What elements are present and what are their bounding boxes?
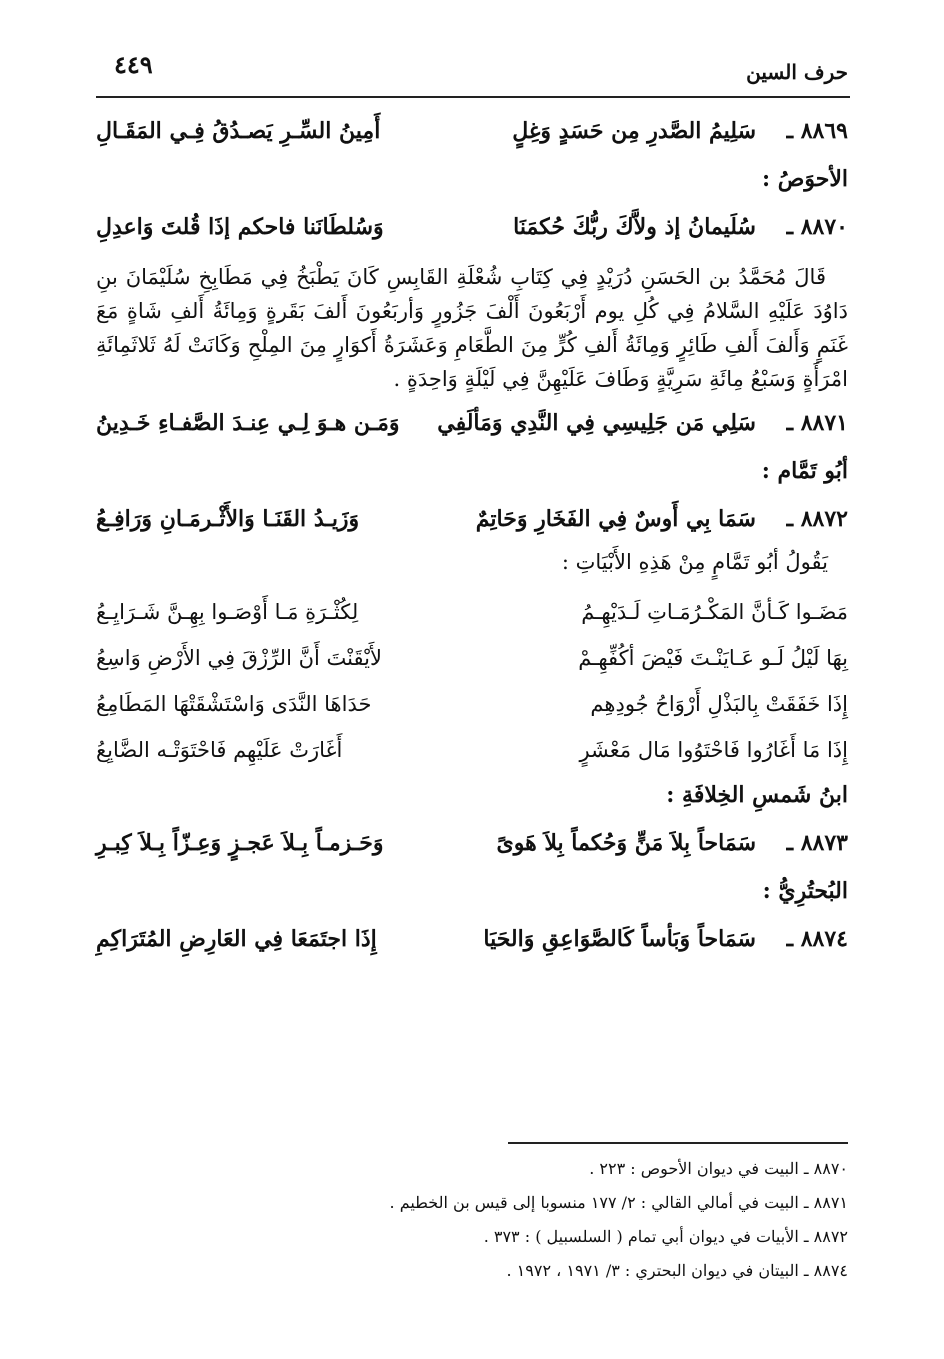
verse-number: ٨٨٧٤ ـ: [786, 926, 848, 952]
verse-number: ٨٨٧٠ ـ: [786, 214, 848, 240]
poet-name: البُحتُرِيُّ :: [762, 878, 848, 904]
page-number: ٤٤٩: [114, 50, 153, 79]
first-hemistich: سَمَاحاً وَبَأساً كَالصَّوَاعِقِ وَالحَيَا: [483, 926, 756, 952]
first-hemistich: سَمَا بِي أَوسٌ فِي الفَخَارِ وَحَاتِمٌ: [475, 506, 756, 532]
first-hemistich: سَلِيمُ الصَّدرِ مِن حَسَدٍ وَغِلٍ: [512, 118, 756, 144]
second-hemistich: حَدَاهَا النَّدَى وَاسْتَشْقَتْهَا المَطَامِعُ: [96, 692, 372, 716]
verse-8874: [96, 916, 848, 966]
second-hemistich: وَحَـزمـاً بِـلاَ عَجـزٍ وَعِـزّاً بِـلاَ كِبـرِ: [96, 830, 384, 856]
footnote: ٨٨٧١ ـ البيت في أمالي القالي : ٢/ ١٧٧ منسوبا إلى قيس بن الخطيم .: [389, 1193, 848, 1212]
header-rule: [96, 96, 850, 98]
verse-8872: [96, 496, 848, 546]
verse-8873: [96, 820, 848, 870]
first-hemistich: سَمَاحاً بِلاَ مَنٍّ وَحُكماً بِلاَ هَوىً: [496, 830, 756, 856]
second-hemistich: أَمِينُ السِّـرِ يَصـدُقُ فِـي المَقَـالِ: [96, 118, 381, 144]
second-hemistich: لِكُثْـرَةِ مَـا أَوْصَـوا بِهِـنَّ شَـرَايِـعُ: [96, 600, 359, 624]
poet-heading: [96, 450, 848, 496]
verse-number: ٨٨٧٢ ـ: [786, 506, 848, 532]
second-hemistich: لأَيْقَنْتَ أَنَّ الرِّزْقَ فِي الأَرْضِ وَاسِعُ: [96, 646, 382, 670]
first-hemistich: سَلِي مَن جَلِيسِي فِي النَّدِي وَمَألَفِي: [437, 410, 756, 436]
second-hemistich: وَسُلطَانَنا فاحكم إذَا قُلتَ وَاعدِلِ: [96, 214, 384, 240]
poet-heading: [96, 158, 848, 204]
second-hemistich: إِذَا اجتَمَعَا فِي العَارِضِ المُتَرَاكِمِ: [96, 926, 377, 952]
footnotes: [96, 1152, 848, 1288]
first-hemistich: مَضَـوا كَـأنَّ المَكْـرُمَـاتِ لَـدَيْهِـمُ: [581, 600, 848, 624]
verse-8869: [96, 108, 848, 158]
sub-verse: [96, 728, 848, 774]
verse-8870: [96, 204, 848, 254]
footnote: ٨٨٧٠ ـ البيت في ديوان الأحوص : ٢٢٣ .: [589, 1159, 848, 1178]
poet-heading: [96, 870, 848, 916]
sub-verse: [96, 590, 848, 636]
first-hemistich: بِهَا لَيْلُ لَـو عَـايَنْـتَ فَيْضَ أكُفِّهِـمْ: [578, 646, 848, 670]
prose-paragraph: [96, 260, 848, 396]
poet-name: أبُو تَمَّام :: [761, 458, 848, 484]
main-text: [96, 108, 848, 966]
second-hemistich: وَزَيـدُ القَنَـا وَالأَثْـرمَـانِ وَرَافِـعُ: [96, 506, 360, 532]
intro-text: يَقُولُ أبُو تَمَّامٍ مِنْ هَذِهِ الأَبْيَاتِ :: [561, 550, 828, 574]
chapter-title: حرف السين: [746, 60, 848, 84]
sub-verse: [96, 636, 848, 682]
footnote-rule: [508, 1142, 848, 1144]
paragraph-text: قَالَ مُحَمَّدُ بن الحَسَنِ دُرَيْدٍ فِي كِتَابِ شُعْلَةِ القَابِسِ كَانَ يَطْبَخُ فِي مَطَابِخِ سُلَيْمَانَ بنِ دَاوُدَ عَلَيْهِ السَّلامُ فِي كُلِ يوم أَرْبَعُونَ أَلْفَ جَزُورٍ وَأربَعُونَ أَلفَ بَقَرةٍ وَمِائَةُ أَلفِ شَاةٍ مَعَ غَنَمٍ وَأَلفَ أَلفِ طَائِرٍ وَمِائَةُ أَلفِ كُرٍّ مِنَ الطَّعَامِ وَعَشَرَةُ أَكوَارٍ مِنَ المِلْحِ وَكَانَتْ لَهُ ثَلاثَمِائَةِ امْرَأَةٍ وَسَبْعُ مِائَةِ سَرِيَّةٍ وَطَافَ عَلَيْهِنَّ فِي لَيْلَةٍ وَاحِدَةٍ .: [96, 265, 848, 391]
page-header: [96, 48, 848, 88]
intro-line: [96, 546, 848, 590]
verse-number: ٨٨٦٩ ـ: [786, 118, 848, 144]
verse-number: ٨٨٧٣ ـ: [786, 830, 848, 856]
first-hemistich: إِذَا مَا أَغَارُوا فَاحْتَوُوا مَال مَعْشَرٍ: [579, 738, 848, 762]
poet-heading: [96, 774, 848, 820]
verse-8871: [96, 400, 848, 450]
second-hemistich: أَغَارَتْ عَلَيْهِم فَاحْتَوَتْـه الضَّايِعُ: [96, 738, 343, 762]
footnote: ٨٨٧٤ ـ البيتان في ديوان البحتري : ٣/ ١٩٧١ ، ١٩٧٢ .: [506, 1261, 848, 1280]
first-hemistich: إِذَا خَفَقَتْ بِالبَذْلِ أَرْوَاحُ جُودِهِم: [590, 692, 848, 716]
second-hemistich: وَمَـن هـوَ لِـي عِنـدَ الصَّفـاءِ خَـدِينُ: [96, 410, 400, 436]
first-hemistich: سُلَيمانُ إذ ولاَّكَ ربُّكَ حُكمَنَا: [513, 214, 756, 240]
poet-name: ابنُ شَمسِ الخِلافَةِ :: [666, 782, 848, 808]
sub-verse: [96, 682, 848, 728]
verse-number: ٨٨٧١ ـ: [786, 410, 848, 436]
footnote: ٨٨٧٢ ـ الأبيات في ديوان أبي تمام ( السلسبيل ) : ٣٧٣ .: [483, 1227, 848, 1246]
poet-name: الأحوَصُ :: [761, 166, 848, 192]
